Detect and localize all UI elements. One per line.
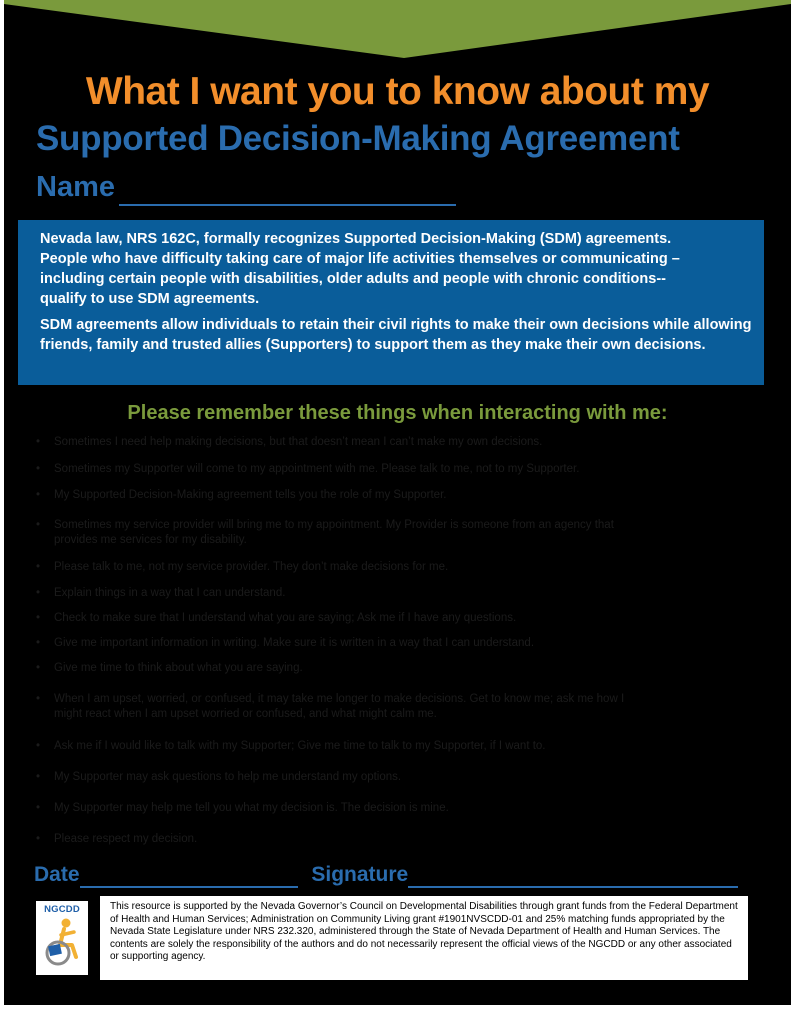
list-item [34, 435, 634, 450]
list-item [34, 560, 634, 575]
list-item-text: Ask me if I would like to talk with my Supporter; Give me time to talk to my Supporter, if I want to. [54, 740, 546, 752]
name-field[interactable] [36, 166, 456, 206]
wheelchair-user-icon [36, 901, 88, 975]
bullet-icon: • [36, 740, 41, 752]
list-item-text: My Supporter may ask questions to help me understand my options. [54, 771, 402, 783]
bullet-icon: • [36, 662, 41, 674]
list-item-text: Check to make sure that I understand what you are saying; Ask me if I have any questions. [54, 612, 517, 624]
list-item [34, 770, 634, 785]
list-item [34, 739, 634, 754]
list-item [34, 801, 634, 816]
list-item-text: Sometimes my service provider will bring me to my appointment. My Provider is someone from an agency that provides me services for my disability. [54, 519, 614, 546]
bullet-icon: • [36, 561, 41, 573]
disclaimer-box [100, 896, 748, 980]
list-item-text: Give me important information in writing. Make sure it is written in a way that I can understand. [54, 637, 535, 649]
bullet-icon: • [36, 463, 41, 475]
list-item [34, 636, 634, 651]
intro-paragraph-1: Nevada law, NRS 162C, formally recognizes Supported Decision-Making (SDM) agreements. People who have difficulty taking care of major life activities themselves or communicating – including certain people with disabilities, older adults and people with chronic conditions--qualify to use SDM agreements. [40, 231, 680, 307]
list-item [34, 611, 634, 626]
bullet-icon: • [36, 802, 41, 814]
signature-blank-line[interactable] [408, 864, 738, 888]
list-item-text: Please talk to me, not my service provider. They don’t make decisions for me. [54, 561, 449, 573]
logo-text: NGCDD [44, 904, 80, 915]
list-item-text: When I am upset, worried, or confused, it may take me longer to make decisions. Get to know me; ask me how I might react when I am upset worried or confused, and what might calm me. [54, 693, 625, 720]
top-banner [4, 0, 791, 58]
remember-heading: Please remember these things when interacting with me: [127, 402, 668, 424]
title-line-1: What I want you to know about my [85, 70, 710, 113]
list-item [34, 518, 634, 548]
list-item [34, 832, 634, 847]
disclaimer-text: This resource is supported by the Nevada Governor’s Council on Developmental Disabilities through grant funds from the Federal Department of Health and Human Services; Administration on Community Living grant #1901NVSCDD-01 and 25% matching funds appropriated by the Nevada State Legislature under NRS 232.320, administered through the State of Nevada Department of Health and Human Services. The contents are solely the responsibility of the authors and do not necessarily represent the official views of the NGCDD or any other associated or supporting agency. [110, 901, 738, 962]
bullet-icon: • [36, 436, 41, 448]
bullet-icon: • [36, 519, 41, 531]
bullet-icon: • [36, 693, 41, 705]
bullet-icon: • [36, 587, 41, 599]
bullet-icon: • [36, 637, 41, 649]
name-label: Name [36, 171, 115, 203]
list-item [34, 692, 634, 722]
date-label: Date [34, 863, 80, 886]
date-blank-line[interactable] [80, 864, 298, 888]
bullet-icon: • [36, 489, 41, 501]
list-item [34, 586, 634, 601]
list-item [34, 462, 634, 477]
intro-box [18, 220, 764, 385]
list-item-text: Give me time to think about what you are saying. [54, 662, 303, 674]
list-item-text: My Supported Decision-Making agreement tells you the role of my Supporter. [54, 489, 447, 501]
bullet-icon: • [36, 833, 41, 845]
flyer-page [4, 0, 791, 1005]
ngcdd-logo [36, 901, 88, 975]
bullet-icon: • [36, 771, 41, 783]
list-item-text: Explain things in a way that I can understand. [54, 587, 286, 599]
list-item-text: My Supporter may help me tell you what my decision is. The decision is mine. [54, 802, 449, 814]
title-line-2: Supported Decision-Making Agreement [36, 119, 680, 158]
name-blank-line[interactable] [119, 174, 456, 206]
list-item-text: Sometimes I need help making decisions, but that doesn’t mean I can’t make my own decisions. [54, 436, 543, 448]
date-signature-row [34, 862, 738, 890]
intro-paragraph-2: SDM agreements allow individuals to retain their civil rights to make their own decisions while allowing friends, family and trusted allies (Supporters) to support them as they make their own decisions. [40, 317, 752, 353]
list-item-text: Please respect my decision. [54, 833, 198, 845]
list-item-text: Sometimes my Supporter will come to my appointment with me. Please talk to me, not to my Supporter. [54, 463, 580, 475]
list-item [34, 488, 634, 503]
bullet-icon: • [36, 612, 41, 624]
signature-label: Signature [311, 863, 409, 886]
list-item [34, 661, 634, 676]
